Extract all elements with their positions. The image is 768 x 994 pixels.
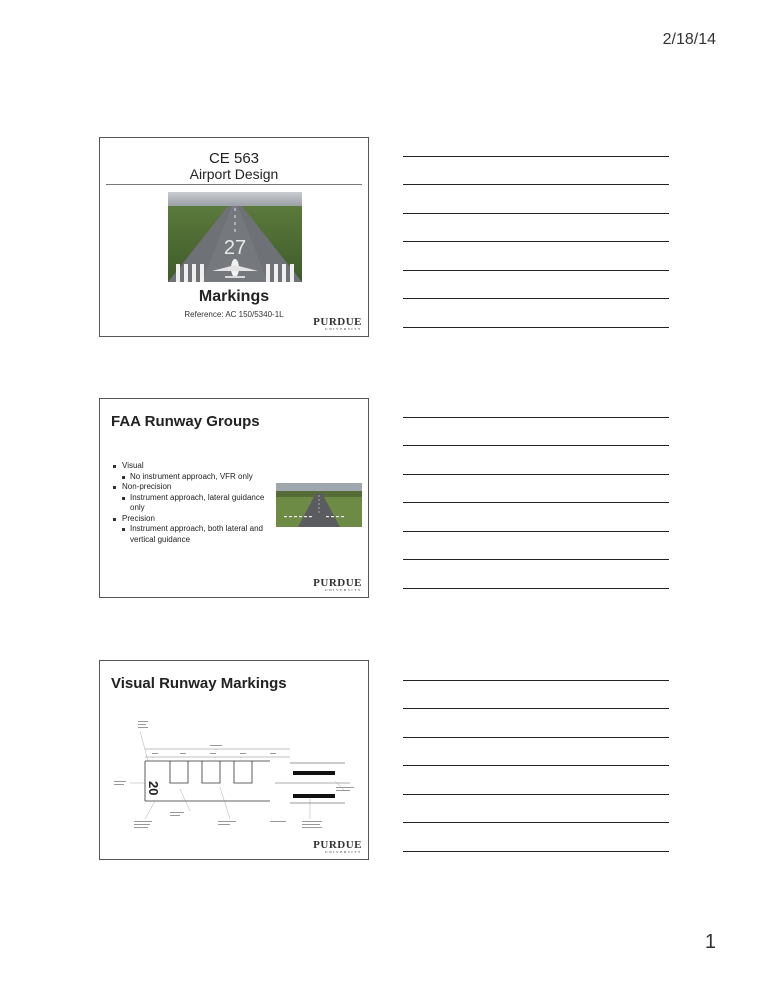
notes-lines [403,652,669,852]
slide-title: FAA Runway Groups [111,413,260,430]
runway-markings-diagram [110,701,360,836]
page-number: 1 [704,931,716,953]
bullet-precision: Precision [112,514,282,525]
notes-lines [403,389,669,589]
runway-photo [168,192,302,282]
bullet-non-precision-detail: Instrument approach, lateral guidance only [112,493,270,514]
slide-heading: Markings [198,288,270,305]
notes-lines [403,128,669,328]
purdue-logo: PURDUE UNIVERSITY [313,316,362,331]
course-title: CE 563 [208,150,260,167]
page-date: 2/18/14 [662,31,716,48]
bullet-non-precision: Non-precision [112,482,282,493]
bullet-precision-detail: Instrument approach, both lateral and vertical guidance [112,524,270,545]
aerial-runway-photo [276,483,362,527]
slide-title: Visual Runway Markings [111,675,287,692]
bullet-visual: Visual [112,461,282,472]
bullet-list [112,461,282,545]
slide-visual-markings [99,660,369,860]
reference-text: Reference: AC 150/5340-1L [184,310,284,319]
bullet-visual-detail: No instrument approach, VFR only [112,472,270,483]
slide-runway-groups [99,398,369,598]
purdue-logo: PURDUE UNIVERSITY [313,839,362,854]
diagram-runway-number: 20 [146,781,161,796]
slide-title [99,137,369,337]
purdue-logo: PURDUE UNIVERSITY [313,577,362,592]
photo-runway-number: 27 [223,237,247,259]
course-subtitle: Airport Design [189,166,279,182]
title-divider [106,184,362,185]
